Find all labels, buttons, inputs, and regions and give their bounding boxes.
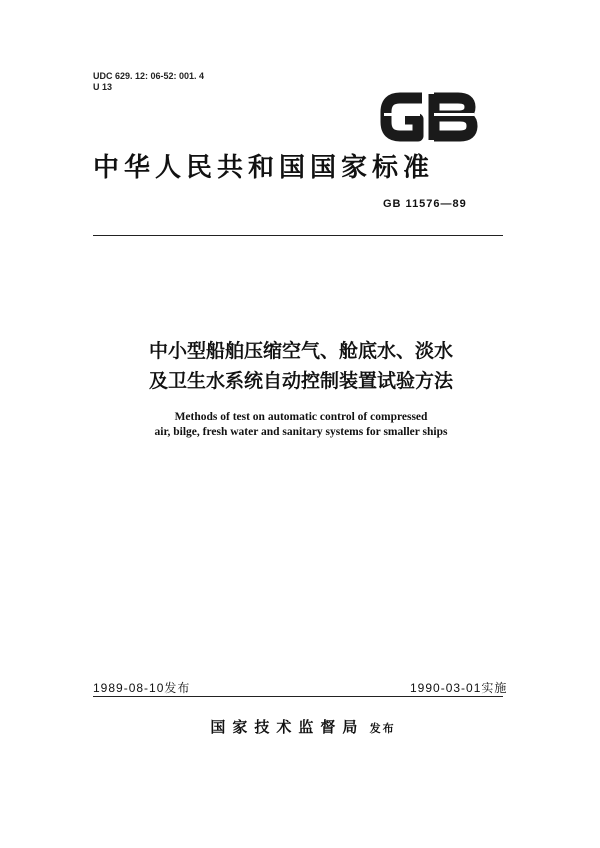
ccs-code: U 13 xyxy=(93,82,113,92)
issuer-name: 国家技术监督局 xyxy=(210,718,365,736)
english-title-line-1: Methods of test on automatic control of compressed xyxy=(174,411,428,423)
top-divider xyxy=(93,235,503,236)
classification-codes xyxy=(93,71,204,93)
udc-code: UDC 629. 12: 06-52: 001. 4 xyxy=(93,71,205,81)
issue-date: 1989-08-10发布 xyxy=(93,681,191,695)
issuing-authority xyxy=(93,716,513,737)
bottom-divider xyxy=(93,696,503,697)
chinese-title-line-2: 及卫生水系统自动控制装置试验方法 xyxy=(148,370,453,392)
standard-number: GB 11576—89 xyxy=(383,198,467,210)
implementation-date: 1990-03-01实施 xyxy=(410,681,508,695)
chinese-title-line-1: 中小型船舶压缩空气、舱底水、淡水 xyxy=(148,340,453,362)
standard-type-heading: 中华人民共和国国家标准 xyxy=(93,153,435,183)
english-title-line-2: air, bilge, fresh water and sanitary systems for smaller ships xyxy=(154,426,448,438)
gb-standard-logo-icon xyxy=(378,86,478,148)
issuer-suffix: 发布 xyxy=(369,722,396,735)
